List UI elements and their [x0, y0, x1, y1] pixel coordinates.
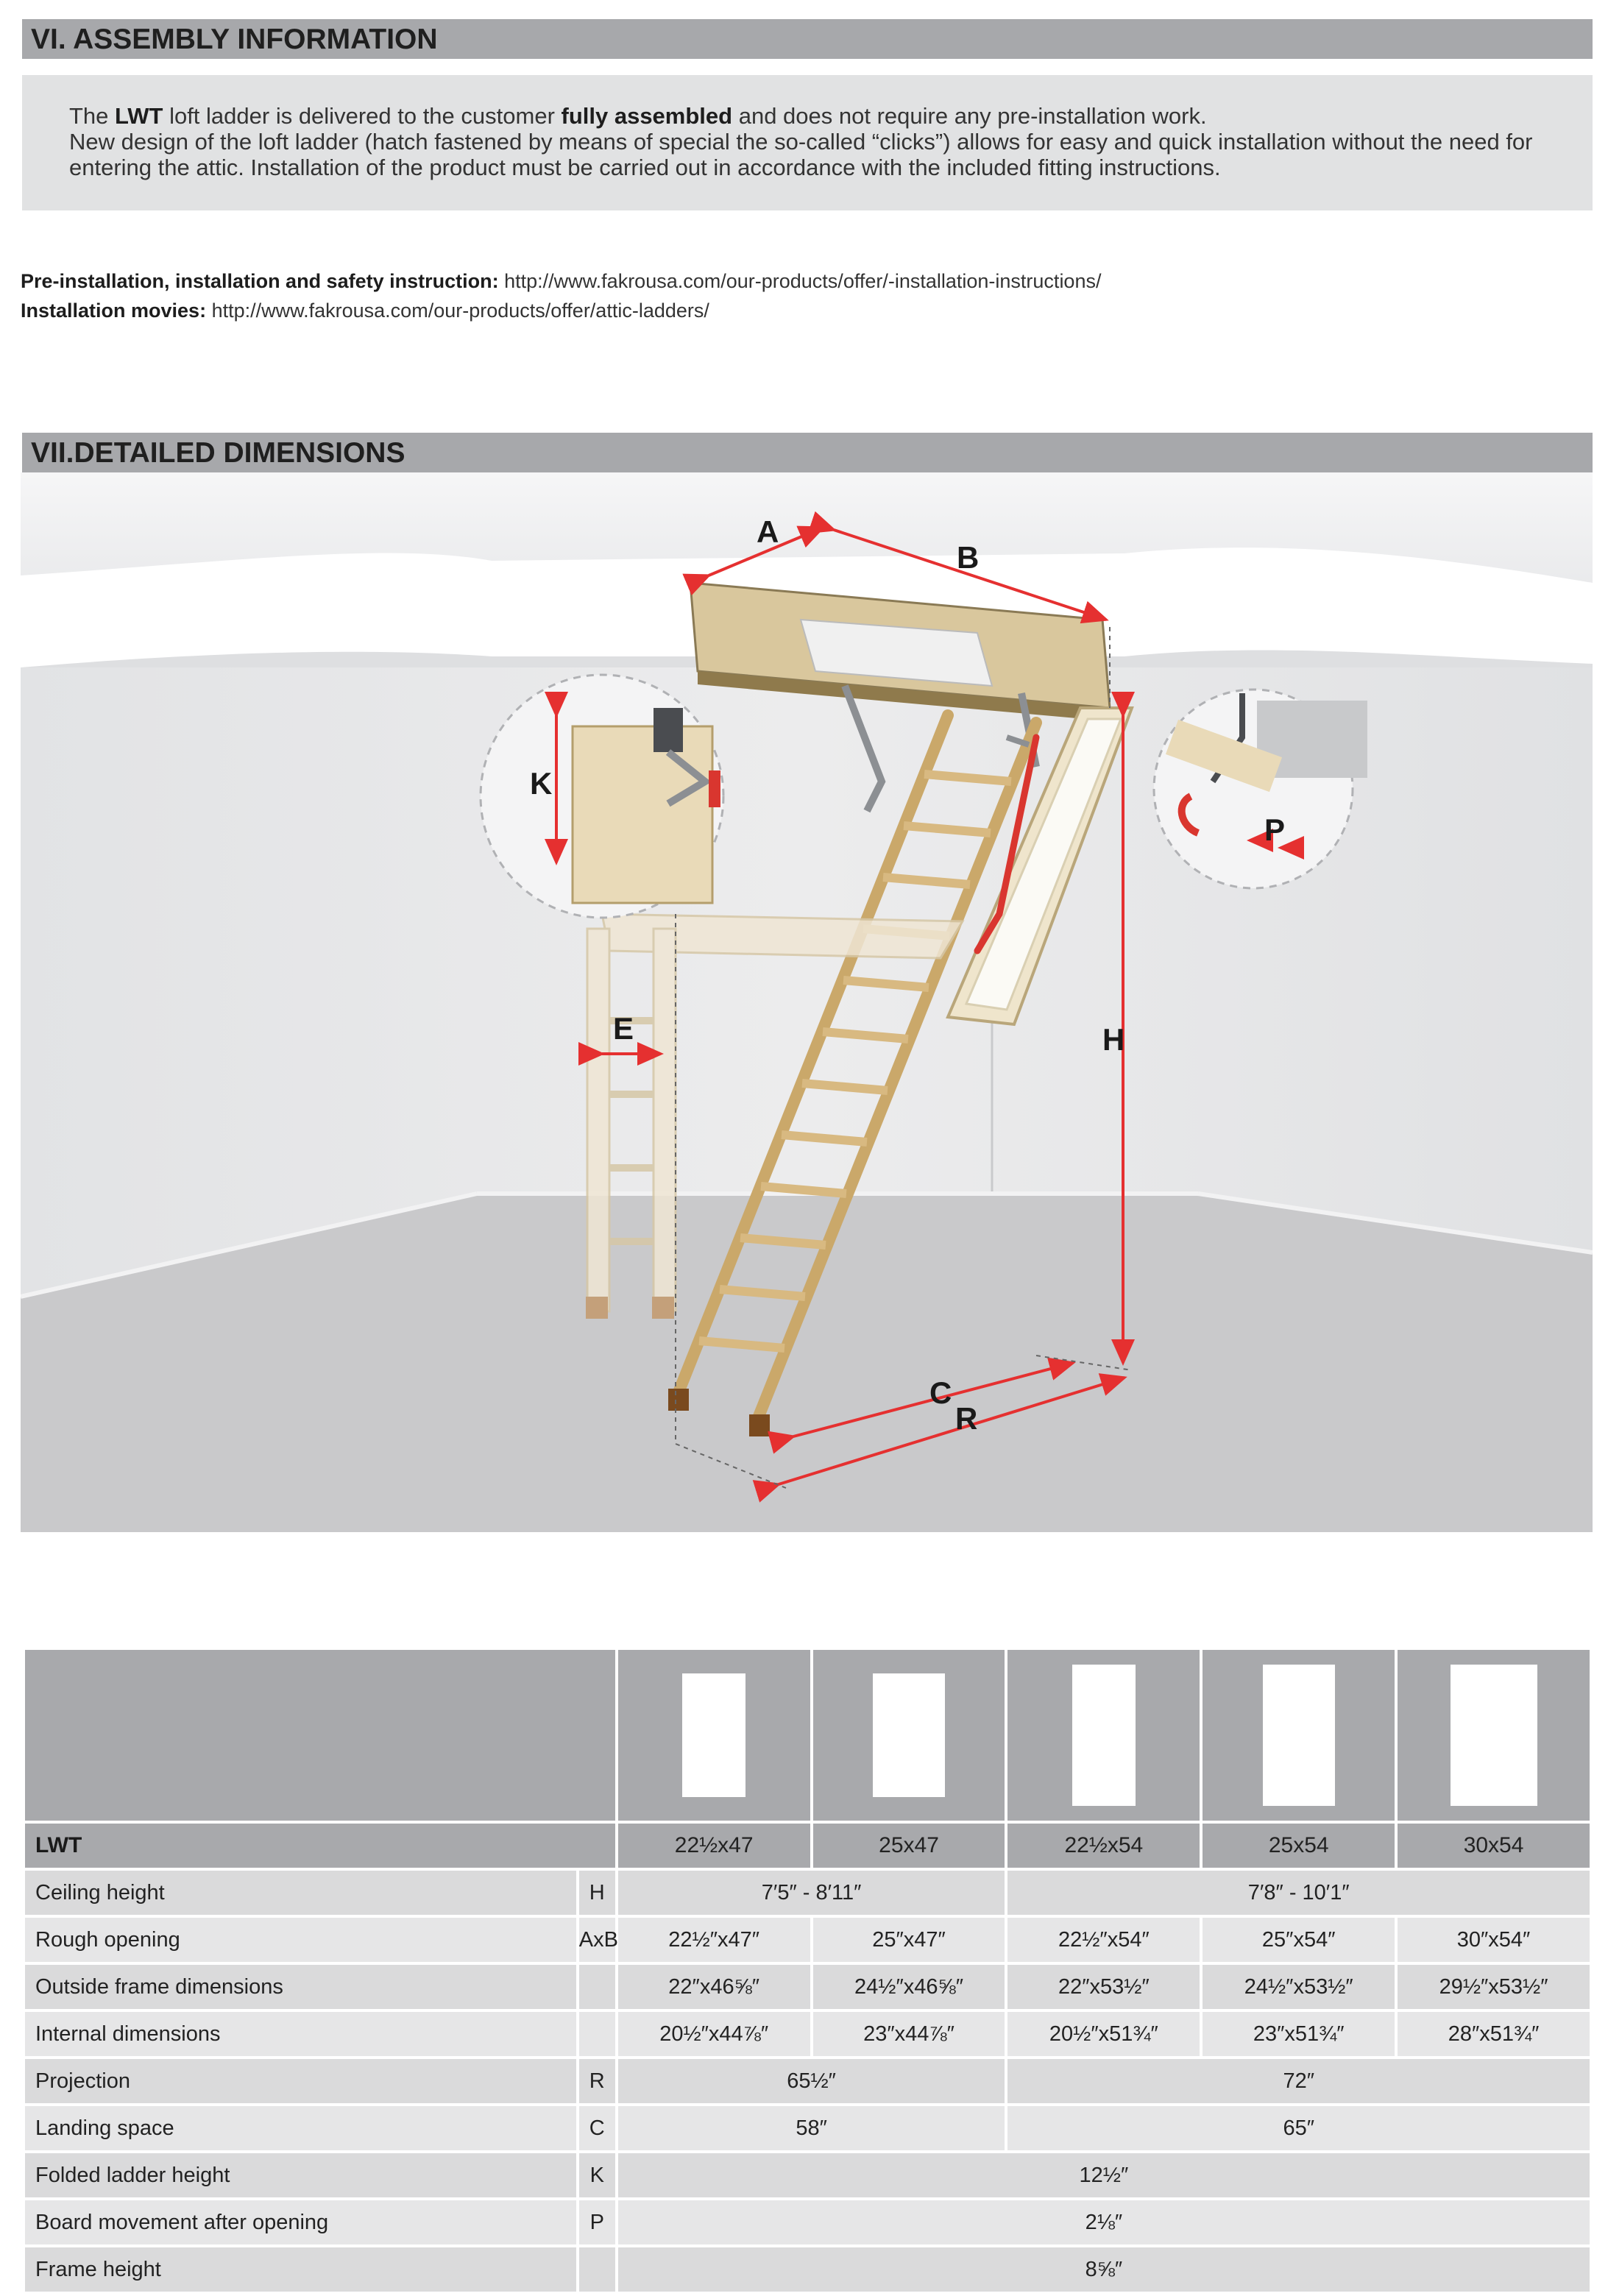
row-value: 24½″x53½″ — [1201, 1963, 1396, 2010]
movies-label: Installation movies: — [21, 300, 207, 322]
row-board-movement — [24, 2199, 1591, 2246]
label-k: K — [530, 766, 553, 801]
row-value: 22″x46⅝″ — [617, 1963, 812, 2010]
install-url-link[interactable]: http://www.fakrousa.com/our-products/offer/-installation-instructions/ — [504, 270, 1102, 292]
row-value: 22½″x47″ — [617, 1916, 812, 1963]
label-r: R — [955, 1401, 978, 1436]
row-value: 72″ — [1006, 2058, 1591, 2105]
row-folded-height — [24, 2152, 1591, 2199]
emphasis-text: fully assembled — [561, 103, 733, 129]
row-label: Landing space — [24, 2105, 578, 2152]
size-label: 25x47 — [812, 1822, 1007, 1869]
row-symbol — [578, 2246, 617, 2293]
model-label: LWT — [24, 1822, 617, 1869]
row-rough-opening — [24, 1916, 1591, 1963]
size-label: 22½x47 — [617, 1822, 812, 1869]
row-label: Ceiling height — [24, 1869, 578, 1916]
assembly-section-title: VI. ASSEMBLY INFORMATION — [22, 19, 1593, 59]
label-b: B — [957, 540, 980, 575]
label-a: A — [757, 514, 779, 549]
size-icon — [1072, 1665, 1136, 1806]
row-frame-height — [24, 2246, 1591, 2293]
ladder-dimension-illustration — [21, 472, 1593, 1532]
row-value: 20½″x44⅞″ — [617, 2010, 812, 2058]
assembly-line-2: New design of the loft ladder (hatch fastened by means of special the so-called “clicks”) allows for easy and quick installation without the need for entering the attic. Installation of the product must be carried out in accordance with the included fitting instructions. — [69, 129, 1533, 180]
size-label: 25x54 — [1201, 1822, 1396, 1869]
model-row — [24, 1822, 1591, 1869]
row-label: Rough opening — [24, 1916, 578, 1963]
size-icon-cell — [1201, 1648, 1396, 1822]
row-value: 12½″ — [617, 2152, 1591, 2199]
instruction-links — [21, 266, 1101, 325]
label-e: E — [613, 1011, 634, 1046]
row-value: 58″ — [617, 2105, 1007, 2152]
row-label: Outside frame dimensions — [24, 1963, 578, 2010]
row-projection — [24, 2058, 1591, 2105]
row-outside-frame — [24, 1963, 1591, 2010]
row-value: 29½″x53½″ — [1396, 1963, 1591, 2010]
row-label: Projection — [24, 2058, 578, 2105]
label-p: P — [1264, 812, 1286, 847]
row-value: 24½″x46⅝″ — [812, 1963, 1007, 2010]
size-icon — [1263, 1665, 1335, 1806]
row-symbol — [578, 1963, 617, 2010]
row-value: 7′8″ - 10′1″ — [1006, 1869, 1591, 1916]
row-value: 22½″x54″ — [1006, 1916, 1201, 1963]
assembly-line-1 — [69, 103, 1548, 129]
row-internal-dimensions — [24, 2010, 1591, 2058]
model-name: LWT — [115, 103, 163, 129]
row-symbol: AxB — [578, 1916, 617, 1963]
row-value: 7′5″ - 8′11″ — [617, 1869, 1007, 1916]
install-movies-line — [21, 296, 1101, 325]
row-value: 28″x51¾″ — [1396, 2010, 1591, 2058]
size-icon-cell — [812, 1648, 1007, 1822]
row-value: 20½″x51¾″ — [1006, 2010, 1201, 2058]
ladder-foot-left — [668, 1389, 689, 1411]
text-fragment: loft ladder is delivered to the customer — [163, 103, 562, 129]
detail-circle-k — [481, 675, 723, 918]
row-value: 30″x54″ — [1396, 1916, 1591, 1963]
row-value: 65″ — [1006, 2105, 1591, 2152]
row-symbol — [578, 2010, 617, 2058]
size-icon-cell — [617, 1648, 812, 1822]
row-value: 65½″ — [617, 2058, 1007, 2105]
text-fragment: and does not require any pre-installation work. — [732, 103, 1207, 129]
row-value: 23″x51¾″ — [1201, 2010, 1396, 2058]
row-symbol: H — [578, 1869, 617, 1916]
row-symbol: P — [578, 2199, 617, 2246]
size-icon-cell — [1396, 1648, 1591, 1822]
install-label: Pre-installation, installation and safety instruction: — [21, 270, 499, 292]
row-value: 2⅛″ — [617, 2199, 1591, 2246]
row-label: Frame height — [24, 2246, 578, 2293]
label-h: H — [1102, 1022, 1125, 1057]
row-value: 25″x54″ — [1201, 1916, 1396, 1963]
assembly-info-box — [22, 75, 1593, 210]
size-icon — [1451, 1665, 1537, 1806]
row-value: 23″x44⅞″ — [812, 2010, 1007, 2058]
row-symbol: K — [578, 2152, 617, 2199]
spec-table — [22, 1647, 1593, 2295]
row-value: 8⅝″ — [617, 2246, 1591, 2293]
size-icon — [682, 1673, 745, 1797]
dimensions-section-title: VII.DETAILED DIMENSIONS — [22, 433, 1593, 472]
row-value: 25″x47″ — [812, 1916, 1007, 1963]
install-instructions-line — [21, 266, 1101, 296]
row-value: 22″x53½″ — [1006, 1963, 1201, 2010]
size-label: 22½x54 — [1006, 1822, 1201, 1869]
text-fragment: The — [69, 103, 116, 129]
header-blank — [24, 1648, 617, 1822]
row-label: Internal dimensions — [24, 2010, 578, 2058]
row-ceiling-height — [24, 1869, 1591, 1916]
size-label: 30x54 — [1396, 1822, 1591, 1869]
movies-url-link[interactable]: http://www.fakrousa.com/our-products/offer/attic-ladders/ — [211, 300, 709, 322]
row-symbol: R — [578, 2058, 617, 2105]
row-landing-space — [24, 2105, 1591, 2152]
label-c: C — [929, 1375, 952, 1410]
row-label: Board movement after opening — [24, 2199, 578, 2246]
size-icon — [873, 1673, 945, 1797]
size-icon-row — [24, 1648, 1591, 1822]
row-label: Folded ladder height — [24, 2152, 578, 2199]
row-symbol: C — [578, 2105, 617, 2152]
size-icon-cell — [1006, 1648, 1201, 1822]
ladder-foot-right — [749, 1414, 770, 1436]
